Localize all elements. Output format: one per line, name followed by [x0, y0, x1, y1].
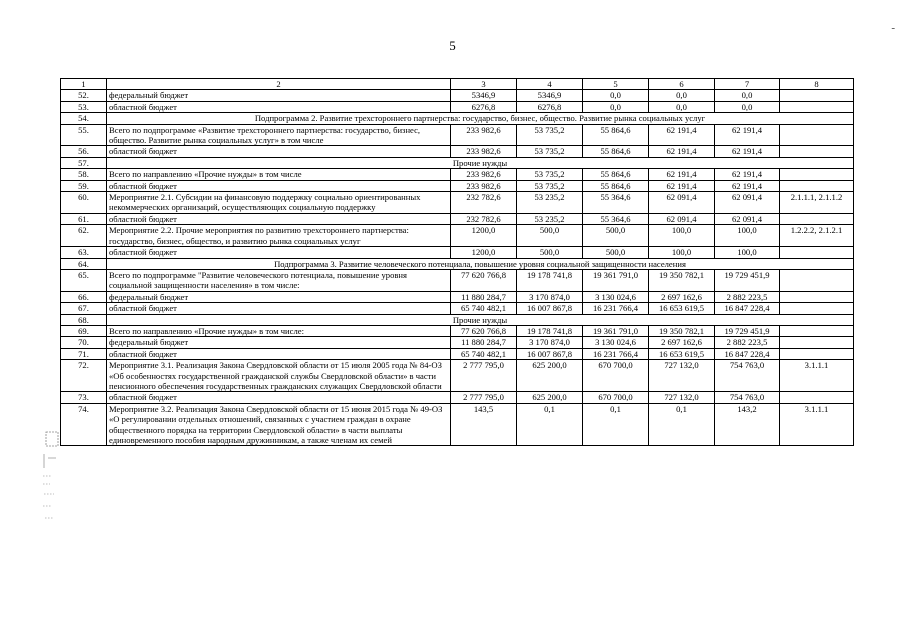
amount-cell: 143,2 [715, 403, 780, 446]
amount-cell: 727 132,0 [649, 360, 715, 392]
amount-cell: 2 882 223,5 [715, 337, 780, 348]
target-ref-cell [780, 101, 854, 112]
row-number: 68. [61, 314, 107, 325]
row-number: 70. [61, 337, 107, 348]
amount-cell: 77 620 766,8 [451, 325, 517, 336]
amount-cell: 233 982,6 [451, 180, 517, 191]
table-row [61, 169, 854, 180]
row-number: 52. [61, 90, 107, 101]
amount-cell: 500,0 [517, 225, 583, 247]
row-number: 57. [61, 157, 107, 168]
row-number: 69. [61, 325, 107, 336]
row-number: 71. [61, 348, 107, 359]
amount-cell: 53 735,2 [517, 124, 583, 146]
amount-cell: 5346,9 [451, 90, 517, 101]
amount-cell: 53 735,2 [517, 180, 583, 191]
amount-cell: 16 231 766,4 [583, 348, 649, 359]
amount-cell: 62 091,4 [649, 213, 715, 224]
amount-cell: 62 191,4 [715, 180, 780, 191]
table-row [61, 192, 854, 214]
table-row [61, 124, 854, 146]
row-number: 61. [61, 213, 107, 224]
amount-cell: 232 782,6 [451, 192, 517, 214]
amount-cell: 55 864,6 [583, 146, 649, 157]
row-number: 59. [61, 180, 107, 191]
table-row [61, 101, 854, 112]
row-description: областной бюджет [107, 348, 451, 359]
row-number: 67. [61, 303, 107, 314]
table-row [61, 348, 854, 359]
row-number: 56. [61, 146, 107, 157]
amount-cell: 53 735,2 [517, 146, 583, 157]
amount-cell: 0,0 [649, 90, 715, 101]
amount-cell: 55 364,6 [583, 192, 649, 214]
amount-cell: 754 763,0 [715, 392, 780, 403]
amount-cell: 2 777 795,0 [451, 392, 517, 403]
amount-cell: 233 982,6 [451, 124, 517, 146]
amount-cell: 62 191,4 [715, 169, 780, 180]
row-number: 58. [61, 169, 107, 180]
amount-cell: 143,5 [451, 403, 517, 446]
amount-cell: 2 777 795,0 [451, 360, 517, 392]
amount-cell: 2 697 162,6 [649, 337, 715, 348]
amount-cell: 100,0 [649, 247, 715, 258]
table-row [61, 337, 854, 348]
target-ref-cell [780, 348, 854, 359]
page-number: 5 [449, 38, 456, 53]
amount-cell: 62 191,4 [649, 124, 715, 146]
amount-cell: 0,1 [649, 403, 715, 446]
section-row [61, 113, 854, 124]
amount-cell: 670 700,0 [583, 360, 649, 392]
corner-mark: - [891, 22, 895, 34]
target-ref-cell [780, 90, 854, 101]
amount-cell: 55 364,6 [583, 213, 649, 224]
amount-cell: 2 882 223,5 [715, 291, 780, 302]
amount-cell: 233 982,6 [451, 146, 517, 157]
amount-cell: 19 729 451,9 [715, 269, 780, 291]
amount-cell: 62 091,4 [715, 213, 780, 224]
amount-cell: 0,0 [715, 90, 780, 101]
target-ref-cell [780, 325, 854, 336]
amount-cell: 100,0 [715, 247, 780, 258]
amount-cell: 16 007 867,8 [517, 303, 583, 314]
amount-cell: 0,0 [649, 101, 715, 112]
amount-cell: 3 170 874,0 [517, 337, 583, 348]
row-description: областной бюджет [107, 247, 451, 258]
section-row [61, 314, 854, 325]
table-row [61, 269, 854, 291]
table-row [61, 291, 854, 302]
row-number: 60. [61, 192, 107, 214]
amount-cell: 727 132,0 [649, 392, 715, 403]
amount-cell: 0,0 [583, 101, 649, 112]
header-cell: 8 [780, 79, 854, 90]
amount-cell: 19 361 791,0 [583, 325, 649, 336]
amount-cell: 19 178 741,8 [517, 269, 583, 291]
amount-cell: 65 740 482,1 [451, 303, 517, 314]
table-row [61, 303, 854, 314]
amount-cell: 3 130 024,6 [583, 291, 649, 302]
amount-cell: 62 091,4 [715, 192, 780, 214]
amount-cell: 233 982,6 [451, 169, 517, 180]
row-description: Мероприятие 2.1. Субсидии на финансовую поддержку социально ориентированных некоммерческих организаций, осуществляющих социальную поддержку [107, 192, 451, 214]
amount-cell: 53 735,2 [517, 169, 583, 180]
table-row [61, 360, 854, 392]
amount-cell: 3 130 024,6 [583, 337, 649, 348]
amount-cell: 77 620 766,8 [451, 269, 517, 291]
row-description: Всего по подпрограмме «Развитие трехстороннего партнерства: государство, бизнес, общество. Развитие рынка социальных услуг» в том числе [107, 124, 451, 146]
section-row [61, 157, 854, 168]
amount-cell: 625 200,0 [517, 360, 583, 392]
row-description: федеральный бюджет [107, 90, 451, 101]
amount-cell: 53 235,2 [517, 192, 583, 214]
header-cell: 2 [107, 79, 451, 90]
amount-cell: 19 350 782,1 [649, 325, 715, 336]
target-ref-cell [780, 337, 854, 348]
table-row [61, 146, 854, 157]
header-cell: 7 [715, 79, 780, 90]
target-ref-cell [780, 291, 854, 302]
row-description: Мероприятие 3.1. Реализация Закона Свердловской области от 15 июля 2005 года № 84-ОЗ «Об особенностях государственной гражданской службы Свердловской области» в части пенсионного обеспечения государственных гражданских служащих Свердловской области [107, 360, 451, 392]
amount-cell: 55 864,6 [583, 169, 649, 180]
amount-cell: 670 700,0 [583, 392, 649, 403]
row-description: Всего по направлению «Прочие нужды» в том числе [107, 169, 451, 180]
target-ref-cell [780, 247, 854, 258]
row-number: 73. [61, 392, 107, 403]
row-number: 66. [61, 291, 107, 302]
amount-cell: 625 200,0 [517, 392, 583, 403]
amount-cell: 19 178 741,8 [517, 325, 583, 336]
target-ref-cell [780, 213, 854, 224]
header-cell: 5 [583, 79, 649, 90]
amount-cell: 0,1 [517, 403, 583, 446]
table-row [61, 213, 854, 224]
table-body [61, 79, 854, 446]
amount-cell: 1200,0 [451, 247, 517, 258]
amount-cell: 62 191,4 [649, 146, 715, 157]
target-ref-cell [780, 269, 854, 291]
header-cell: 3 [451, 79, 517, 90]
row-description: федеральный бюджет [107, 337, 451, 348]
amount-cell: 62 091,4 [649, 192, 715, 214]
section-row [61, 258, 854, 269]
row-number: 72. [61, 360, 107, 392]
row-description: Мероприятие 3.2. Реализация Закона Свердловской области от 15 июня 2015 года № 49-ОЗ «О регулировании отдельных отношений, связанных с участием граждан в охране общественного порядка на территории Свердловской области» в части выплаты единовременного пособия народным дружинникам, а также членам их семей [107, 403, 451, 446]
row-description: областной бюджет [107, 180, 451, 191]
amount-cell: 65 740 482,1 [451, 348, 517, 359]
amount-cell: 62 191,4 [715, 124, 780, 146]
amount-cell: 0,0 [583, 90, 649, 101]
row-description: областной бюджет [107, 146, 451, 157]
row-description: областной бюджет [107, 392, 451, 403]
target-ref-cell: 1.2.2.2, 2.1.2.1 [780, 225, 854, 247]
row-number: 62. [61, 225, 107, 247]
amount-cell: 6276,8 [451, 101, 517, 112]
table-row [61, 392, 854, 403]
table-row [61, 403, 854, 446]
target-ref-cell [780, 169, 854, 180]
target-ref-cell [780, 180, 854, 191]
target-ref-cell [780, 392, 854, 403]
section-title: Прочие нужды [107, 157, 854, 168]
table-row [61, 325, 854, 336]
target-ref-cell [780, 146, 854, 157]
header-cell: 6 [649, 79, 715, 90]
table-row [61, 225, 854, 247]
row-number: 63. [61, 247, 107, 258]
amount-cell: 0,0 [715, 101, 780, 112]
row-number: 55. [61, 124, 107, 146]
amount-cell: 11 880 284,7 [451, 291, 517, 302]
header-row [61, 79, 854, 90]
row-description: областной бюджет [107, 213, 451, 224]
amount-cell: 19 729 451,9 [715, 325, 780, 336]
table-row [61, 90, 854, 101]
amount-cell: 19 361 791,0 [583, 269, 649, 291]
target-ref-cell: 3.1.1.1 [780, 360, 854, 392]
section-title: Прочие нужды [107, 314, 854, 325]
budget-table [60, 78, 854, 446]
row-number: 74. [61, 403, 107, 446]
amount-cell: 2 697 162,6 [649, 291, 715, 302]
row-description: Всего по направлению «Прочие нужды» в том числе: [107, 325, 451, 336]
target-ref-cell [780, 124, 854, 146]
amount-cell: 754 763,0 [715, 360, 780, 392]
amount-cell: 55 864,6 [583, 180, 649, 191]
row-description: Мероприятие 2.2. Прочие мероприятия по развитию трехстороннего партнерства: государство, бизнес, общество, и развитию рынка социальных услуг [107, 225, 451, 247]
amount-cell: 16 847 228,4 [715, 303, 780, 314]
table-row [61, 247, 854, 258]
amount-cell: 55 864,6 [583, 124, 649, 146]
amount-cell: 500,0 [583, 247, 649, 258]
row-description: областной бюджет [107, 101, 451, 112]
amount-cell: 500,0 [517, 247, 583, 258]
row-description: федеральный бюджет [107, 291, 451, 302]
row-number: 54. [61, 113, 107, 124]
amount-cell: 6276,8 [517, 101, 583, 112]
row-number: 64. [61, 258, 107, 269]
section-title: Подпрограмма 3. Развитие человеческого потенциала, повышение уровня социальной защищенности населения [107, 258, 854, 269]
amount-cell: 500,0 [583, 225, 649, 247]
amount-cell: 16 007 867,8 [517, 348, 583, 359]
amount-cell: 16 653 619,5 [649, 303, 715, 314]
amount-cell: 16 231 766,4 [583, 303, 649, 314]
target-ref-cell [780, 303, 854, 314]
margin-stamp-marks [40, 428, 62, 528]
amount-cell: 53 235,2 [517, 213, 583, 224]
row-number: 65. [61, 269, 107, 291]
amount-cell: 11 880 284,7 [451, 337, 517, 348]
amount-cell: 0,1 [583, 403, 649, 446]
row-description: областной бюджет [107, 303, 451, 314]
amount-cell: 19 350 782,1 [649, 269, 715, 291]
amount-cell: 5346,9 [517, 90, 583, 101]
row-description: Всего по подпрограмме "Развитие человеческого потенциала, повышение уровня социальной защищенности населения» в том числе: [107, 269, 451, 291]
amount-cell: 62 191,4 [649, 169, 715, 180]
header-cell: 1 [61, 79, 107, 90]
amount-cell: 232 782,6 [451, 213, 517, 224]
section-title: Подпрограмма 2. Развитие трехстороннего партнерства: государство, бизнес, общество. Развитие рынка социальных услуг [107, 113, 854, 124]
amount-cell: 1200,0 [451, 225, 517, 247]
amount-cell: 16 847 228,4 [715, 348, 780, 359]
target-ref-cell: 2.1.1.1, 2.1.1.2 [780, 192, 854, 214]
amount-cell: 3 170 874,0 [517, 291, 583, 302]
table-row [61, 180, 854, 191]
row-number: 53. [61, 101, 107, 112]
amount-cell: 16 653 619,5 [649, 348, 715, 359]
amount-cell: 100,0 [715, 225, 780, 247]
target-ref-cell: 3.1.1.1 [780, 403, 854, 446]
amount-cell: 62 191,4 [715, 146, 780, 157]
amount-cell: 100,0 [649, 225, 715, 247]
header-cell: 4 [517, 79, 583, 90]
amount-cell: 62 191,4 [649, 180, 715, 191]
